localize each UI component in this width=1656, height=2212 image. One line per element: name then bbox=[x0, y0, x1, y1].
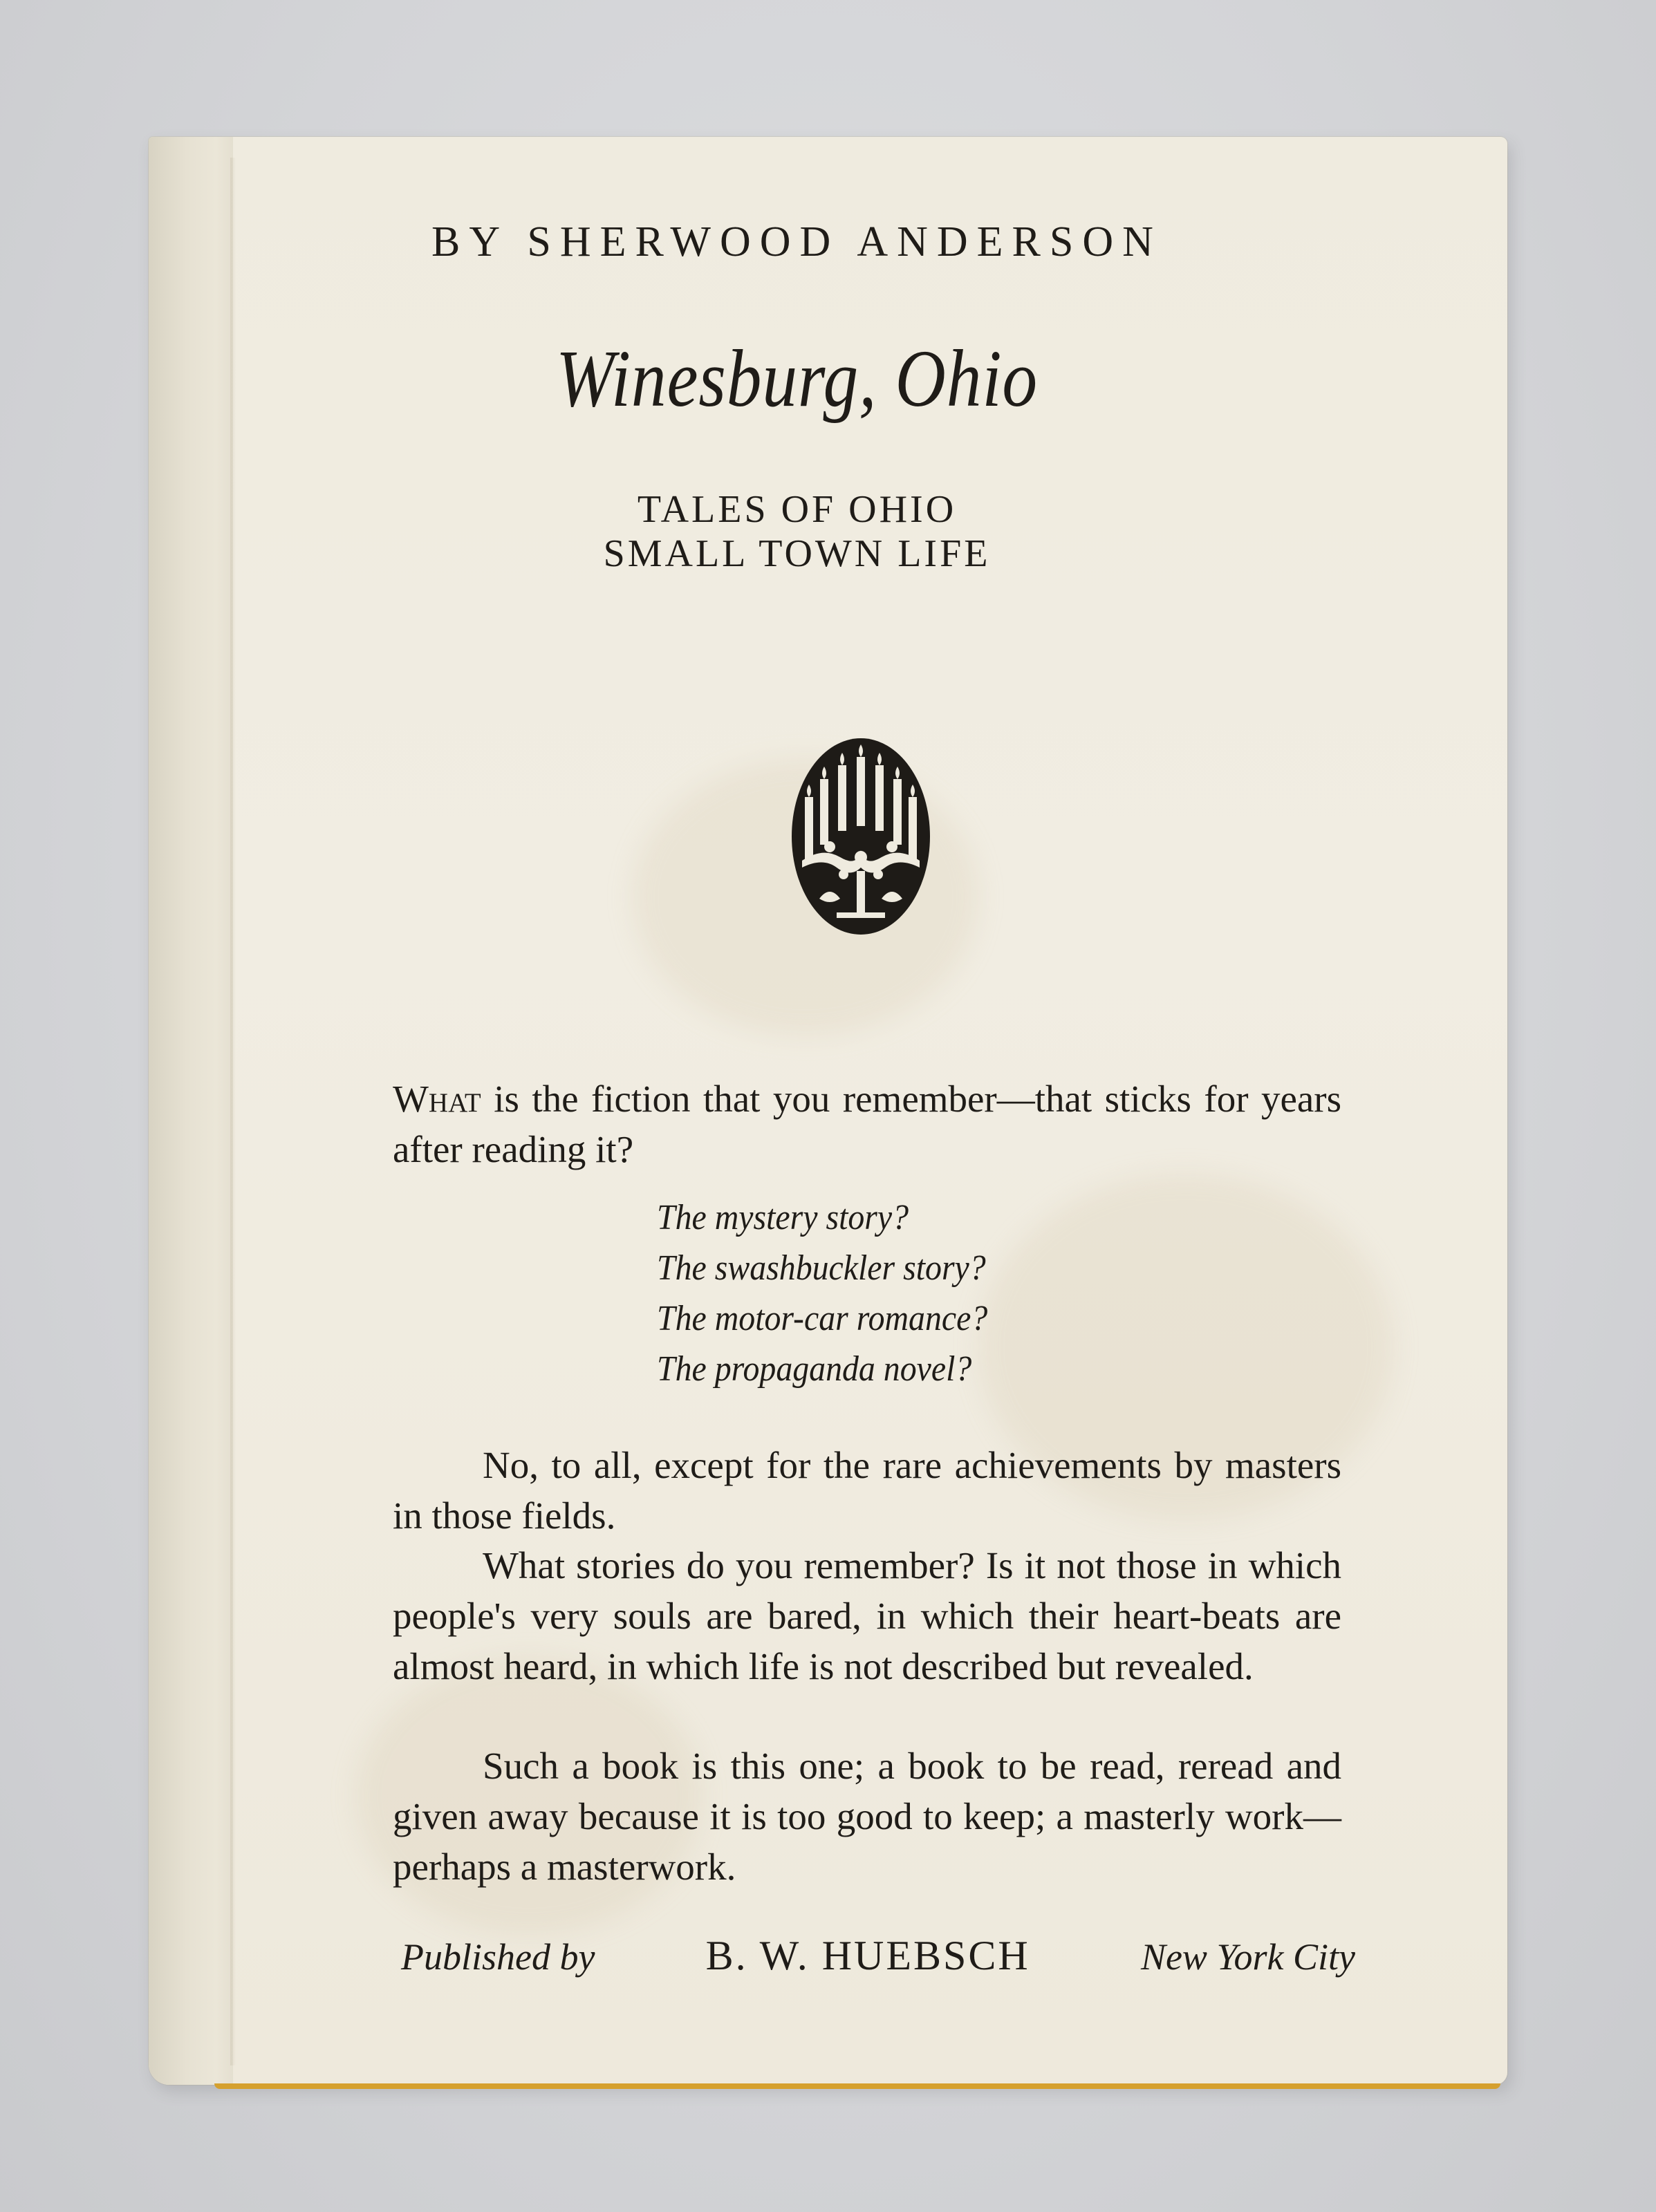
tagline-line-1: TALES OF OHIO bbox=[637, 488, 957, 531]
blurb-opening-smallcaps: What bbox=[393, 1078, 481, 1120]
publisher-name: B. W. HUEBSCH bbox=[705, 1933, 1030, 1978]
question-item: The propaganda novel? bbox=[657, 1349, 972, 1389]
question-list bbox=[657, 1192, 1016, 1394]
publisher-prefix: Published by bbox=[401, 1936, 595, 1978]
publisher-city: New York City bbox=[1140, 1936, 1355, 1978]
tagline-line-2: SMALL TOWN LIFE bbox=[603, 532, 991, 575]
question-item: The swashbuckler story? bbox=[657, 1248, 986, 1288]
blurb-paragraph-1: No, to all, except for the rare achievements by masters in those fields. bbox=[393, 1444, 1341, 1537]
blurb-opening bbox=[393, 1074, 1341, 1174]
author-line: BY SHERWOOD ANDERSON bbox=[431, 218, 1162, 265]
question-item: The motor-car romance? bbox=[657, 1299, 988, 1338]
book-title: Winesburg, Ohio bbox=[556, 333, 1038, 424]
question-item: The mystery story? bbox=[657, 1198, 909, 1237]
blurb-paragraph-3: Such a book is this one; a book to be read, reread and given away because it is too good to keep; a masterly work—perhaps a masterwork. bbox=[393, 1745, 1341, 1888]
blurb-opening-rest: is the fiction that you remember—that sticks for years after reading it? bbox=[393, 1078, 1341, 1170]
tagline bbox=[235, 487, 1359, 576]
blurb-paragraph-2: What stories do you remember? Is it not those in which people's very souls are bared, in which their heart-beats are almost heard, in which life is not described but revealed. bbox=[393, 1544, 1341, 1687]
publisher-line bbox=[401, 1932, 1355, 1980]
candelabra-emblem-icon bbox=[788, 736, 933, 937]
